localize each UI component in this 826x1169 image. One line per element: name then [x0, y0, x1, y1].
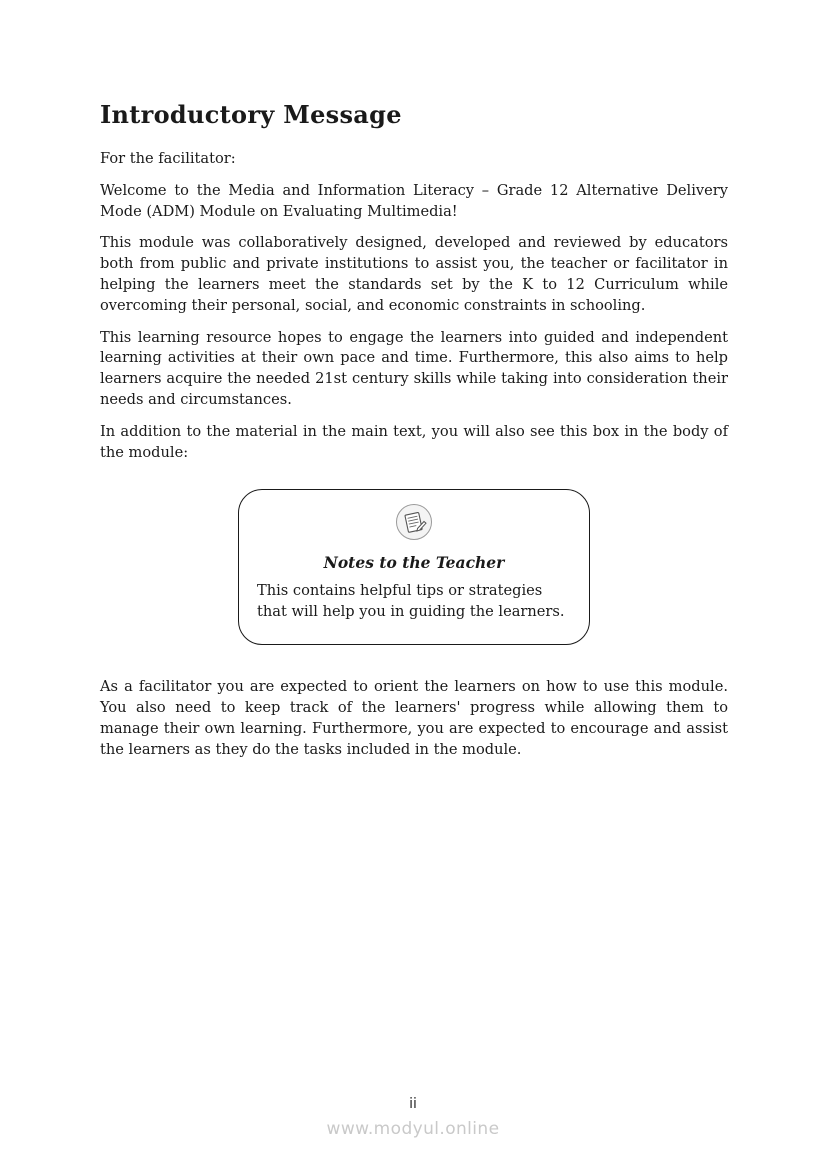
paragraph-welcome: Welcome to the Media and Information Literacy – Grade 12 Alternative Delivery Mode (ADM) Module on Evaluating Multimedia!: [100, 181, 728, 220]
page-footer: [0, 1096, 826, 1139]
page-title: [100, 100, 728, 129]
notes-to-teacher-icon: [395, 503, 433, 541]
notes-to-teacher-box: [238, 489, 590, 645]
paragraph-for-facilitator: For the facilitator:: [100, 150, 236, 167]
paragraph-learning-resource: This learning resource hopes to engage the learners into guided and independent learning activities at their own pace and time. Furthermore, this also aims to help learners acquire the needed 21st century skills while taking into consideration their needs and circumstances.: [100, 328, 728, 408]
paragraph-box-intro: In addition to the material in the main text, you will also see this box in the body of the module:: [100, 422, 728, 461]
paragraph-module-design: This module was collaboratively designed, developed and reviewed by educators both from public and private institutions to assist you, the teacher or facilitator in helping the learners meet the standards set by the K to 12 Curriculum while overcoming their personal, social, and economic constraints in schooling.: [100, 234, 728, 314]
page-content: [100, 100, 728, 772]
notes-box-heading: Notes to the Teacher: [323, 553, 505, 573]
watermark-text: www.modyul.online: [326, 1119, 500, 1139]
page-title-text: Introductory Message: [100, 100, 402, 129]
page-number: ii: [409, 1096, 417, 1112]
notes-box-body: This contains helpful tips or strategies that will help you in guiding the learners.: [257, 582, 565, 620]
paragraph-facilitator-role: As a facilitator you are expected to orient the learners on how to use this module. You also need to keep track of the learners' progress while allowing them to manage their own learning. Furthermore, you are expected to encourage and assist the learners as they do the tasks included in the module.: [100, 678, 728, 758]
notes-icon-container: [257, 503, 571, 545]
